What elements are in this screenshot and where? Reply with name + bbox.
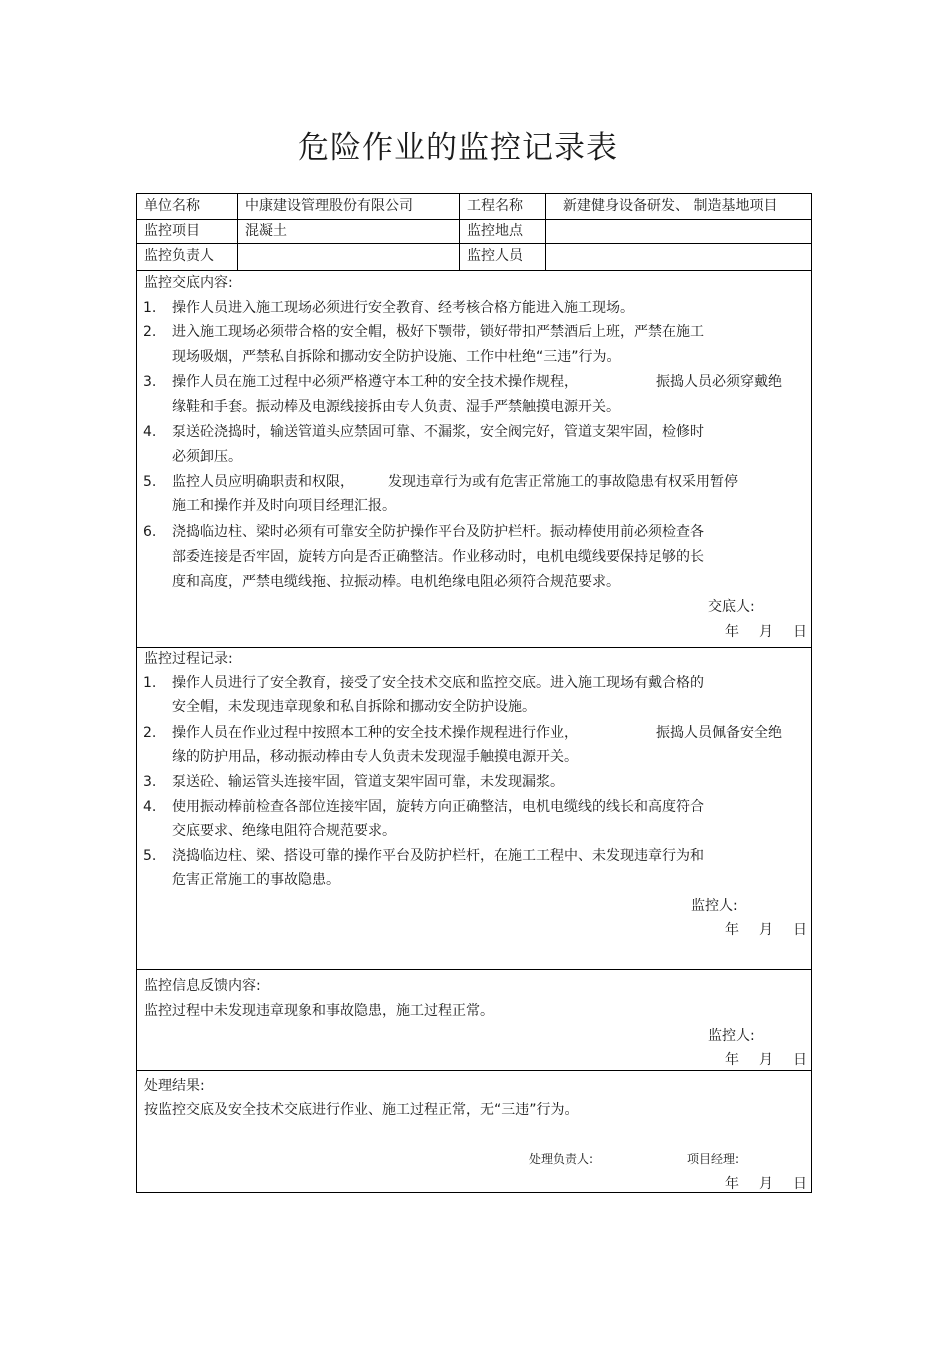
briefing-section — [137, 271, 811, 648]
result-section — [137, 1071, 811, 1194]
location-label: 监控地点 — [459, 220, 545, 243]
briefing-item-number: 3. — [143, 374, 157, 390]
process-item-number: 1. — [143, 675, 157, 691]
staff-label: 监控人员 — [459, 244, 545, 270]
process-item-line: 安全帽，未发现违章现象和私自拆除和挪动安全防护设施。 — [172, 699, 536, 715]
unit-value: 中康建设管理股份有限公司 — [237, 194, 459, 219]
item-label: 监控项目 — [144, 223, 200, 239]
date-day: 日 — [793, 1052, 807, 1068]
date-day: 日 — [793, 1176, 807, 1192]
briefing-item-line: 部委连接是否牢固，旋转方向是否正确整洁。作业移动时，电机电缆线要保持足够的长 — [172, 549, 704, 565]
briefing-item-line: 度和高度，严禁电缆线拖、拉振动棒。电机绝缘电阻必须符合规范要求。 — [172, 574, 620, 590]
page-title: 危险作业的监控记录表 — [298, 130, 618, 166]
briefing-item-line: 浇捣临边柱、梁时必须有可靠安全防护操作平台及防护栏杆。振动棒使用前必须检查各 — [172, 524, 704, 540]
date-day: 日 — [793, 922, 807, 938]
briefing-item-tail: 发现违章行为或有危害正常施工的事故隐患有权采用暂停 — [388, 474, 738, 490]
header-row-leader — [137, 244, 811, 271]
feedback-date — [725, 1050, 807, 1070]
date-month: 月 — [759, 1176, 773, 1192]
process-item-line: 交底要求、绝缘电阻符合规范要求。 — [172, 823, 396, 839]
date-year: 年 — [725, 922, 739, 938]
briefing-item-line: 操作人员在施工过程中必须严格遵守本工种的安全技术操作规程， — [172, 374, 578, 390]
process-date — [725, 920, 807, 940]
project-label: 工程名称 — [459, 194, 545, 219]
leader-value — [237, 244, 459, 270]
result-heading: 处理结果: — [144, 1078, 205, 1094]
date-year: 年 — [725, 1176, 739, 1192]
manager-label: 项目经理: — [687, 1152, 740, 1166]
item-value: 混凝土 — [237, 220, 459, 243]
process-item-line: 缘的防护用品，移动振动棒由专人负责未发现湿手触摸电源开关。 — [172, 749, 578, 765]
briefing-item-line: 监控人员应明确职责和权限， — [172, 474, 354, 490]
process-item-line: 危害正常施工的事故隐患。 — [172, 872, 340, 888]
process-item-number: 3. — [143, 774, 157, 790]
leader-label: 监控负责人 — [144, 248, 214, 264]
unit-label: 单位名称 — [144, 198, 200, 214]
process-item-number: 5. — [143, 848, 157, 864]
process-item-line: 泵送砼、输运管头连接牢固，管道支架牢固可靠，未发现漏浆。 — [172, 774, 564, 790]
process-item-line: 操作人员进行了安全教育，接受了安全技术交底和监控交底。进入施工现场有戴合格的 — [172, 675, 704, 691]
date-month: 月 — [759, 922, 773, 938]
briefing-item-line: 必须卸压。 — [172, 449, 242, 465]
handler-label: 处理负责人: — [529, 1152, 594, 1166]
feedback-heading: 监控信息反馈内容: — [144, 978, 261, 994]
date-month: 月 — [759, 1052, 773, 1068]
process-item-line: 操作人员在作业过程中按照本工种的安全技术操作规程进行作业， — [172, 725, 578, 741]
briefing-item-line: 操作人员进入施工现场必须进行安全教育、经考核合格方能进入施工现场。 — [172, 300, 634, 316]
location-value — [545, 220, 813, 243]
staff-value — [545, 244, 813, 270]
briefing-item-line: 进入施工现场必须带合格的安全帽，极好下颚带，锁好带扣严禁酒后上班，严禁在施工 — [172, 324, 704, 340]
briefing-item-line: 泵送砼浇捣时，输送管道头应禁固可靠、不漏浆，安全阀完好，管道支架牢固，检修时 — [172, 424, 704, 440]
briefing-item-number: 6. — [143, 524, 157, 540]
feedback-signer: 监控人: — [708, 1028, 755, 1044]
briefing-item-number: 1. — [143, 300, 157, 316]
briefing-item-line: 施工和操作并及时向项目经理汇报。 — [172, 498, 396, 514]
process-section — [137, 648, 811, 970]
briefing-heading: 监控交底内容: — [144, 275, 233, 291]
briefing-item-number: 5. — [143, 474, 157, 490]
briefing-item-tail: 振捣人员必须穿戴绝 — [656, 374, 782, 390]
header-row-unit — [137, 194, 811, 220]
feedback-section — [137, 970, 811, 1071]
monitoring-form — [136, 193, 812, 1193]
result-text: 按监控交底及安全技术交底进行作业、施工过程正常，无“三违”行为。 — [144, 1102, 579, 1118]
briefing-item-number: 2. — [143, 324, 157, 340]
feedback-text: 监控过程中未发现违章现象和事故隐患，施工过程正常。 — [144, 1003, 494, 1019]
briefing-item-line: 现场吸烟，严禁私自拆除和挪动安全防护设施、工作中杜绝“三违”行为。 — [172, 349, 621, 365]
date-year: 年 — [725, 1052, 739, 1068]
briefing-date — [725, 622, 807, 642]
date-month: 月 — [759, 624, 773, 640]
process-item-number: 4. — [143, 799, 157, 815]
result-date — [725, 1174, 807, 1194]
process-signer: 监控人: — [691, 898, 738, 914]
process-item-tail: 振捣人员佩备安全绝 — [656, 725, 782, 741]
briefing-signer: 交底人: — [708, 599, 755, 615]
process-item-number: 2. — [143, 725, 157, 741]
header-row-item — [137, 220, 811, 244]
date-day: 日 — [793, 624, 807, 640]
process-heading: 监控过程记录: — [144, 651, 233, 667]
project-value: 新建健身设备研发、 制造基地项目 — [545, 194, 813, 219]
process-item-line: 浇捣临边柱、梁、搭设可靠的操作平台及防护栏杆，在施工工程中、未发现违章行为和 — [172, 848, 704, 864]
briefing-item-number: 4. — [143, 424, 157, 440]
briefing-item-line: 缘鞋和手套。振动棒及电源线接拆由专人负责、湿手严禁触摸电源开关。 — [172, 399, 620, 415]
date-year: 年 — [725, 624, 739, 640]
process-item-line: 使用振动棒前检查各部位连接牢固，旋转方向正确整洁，电机电缆线的线长和高度符合 — [172, 799, 704, 815]
